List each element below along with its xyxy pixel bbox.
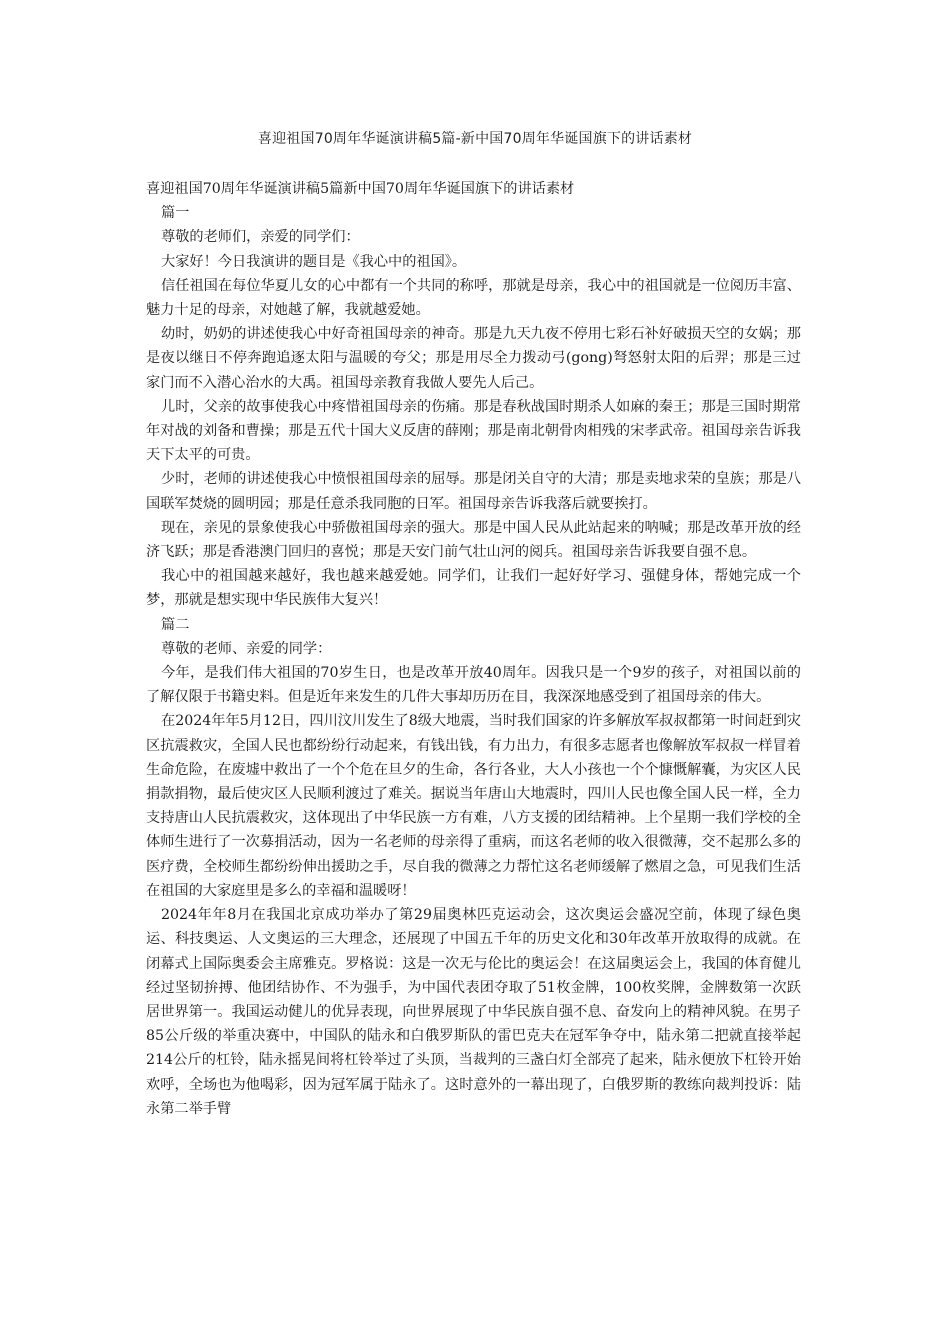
page-header-title: 喜迎祖国70周年华诞演讲稿5篇-新中国70周年华诞国旗下的讲话素材 — [257, 131, 693, 147]
paragraph: 在2024年年5月12日，四川汶川发生了8级大地震，当时我们国家的许多解放军叔叔都第一时间赶到灾区抗震救灾，全国人民也都纷纷行动起来，有钱出钱，有力出力，有很多志愿者也像解放军叔叔一样冒着生命危险，在废墟中救出了一个个危在旦夕的生命，各行各业，大人小孩也一个个慷慨解囊，为灾区人民捐款捐物，最后使灾区人民顺利渡过了难关。据说当年唐山大地震时，四川人民也像全国人民一样，全力支持唐山人民抗震救灾，这体现出了中华民族一方有难，八方支援的团结精神。上个星期一我们学校的全体师生进行了一次募捐活动，因为一名老师的母亲得了重病，而这名老师的收入很微薄，交不起那么多的医疗费，全校师生都纷纷伸出援助之手，尽自我的微薄之力帮忙这名老师缓解了燃眉之急，可见我们生活在祖国的大家庭里是多么的幸福和温暖呀！ — [146, 713, 801, 899]
paragraph: 少时，老师的讲述使我心中愤恨祖国母亲的屈辱。那是闭关自守的大清；那是卖地求荣的皇族；那是八国联军焚烧的圆明园；那是任意杀我同胞的日军。祖国母亲告诉我落后就要挨打。 — [146, 471, 801, 512]
document-title: 喜迎祖国70周年华诞演讲稿5篇新中国70周年华诞国旗下的讲话素材 — [146, 181, 575, 197]
paragraph: 尊敬的老师们，亲爱的同学们： — [161, 229, 360, 246]
paragraph: 尊敬的老师、亲爱的同学： — [161, 640, 332, 657]
paragraph: 儿时，父亲的故事使我心中疼惜祖国母亲的伤痛。那是春秋战国时期杀人如麻的秦王；那是三国时期常年对战的刘备和曹操；那是五代十国大义反唐的薛刚；那是南北朝骨肉相残的宋孝武帝。祖国母亲告诉我天下太平的可贵。 — [146, 398, 801, 464]
paragraph: 现在，亲见的景象使我心中骄傲祖国母亲的强大。那是中国人民从此站起来的呐喊；那是改革开放的经济飞跃；那是香港澳门回归的喜悦；那是天安门前气壮山河的阅兵。祖国母亲告诉我要自强不息。 — [146, 519, 801, 561]
section-heading: 篇一 — [161, 205, 190, 222]
section-heading: 篇二 — [161, 616, 190, 633]
paragraph: 信任祖国在每位华夏儿女的心中都有一个共同的称呼，那就是母亲，我心中的祖国就是一位阅历丰富、魅力十足的母亲，对她越了解，我就越爱她。 — [146, 277, 801, 319]
document-body — [146, 177, 801, 1121]
paragraph: 我心中的祖国越来越好，我也越来越爱她。同学们，让我们一起好好学习、强健身体，帮她完成一个梦，那就是想实现中华民族伟大复兴！ — [146, 568, 801, 609]
paragraph: 大家好！今日我演讲的题目是《我心中的祖国》。 — [161, 253, 467, 270]
paragraph: 今年，是我们伟大祖国的70岁生日，也是改革开放40周年。因我只是一个9岁的孩子，对祖国以前的了解仅限于书籍史料。但是近年来发生的几件大事却历历在目，我深深地感受到了祖国母亲的伟大。 — [146, 665, 801, 706]
paragraph: 幼时，奶奶的讲述使我心中好奇祖国母亲的神奇。那是九天九夜不停用七彩石补好破损天空的女娲；那是夜以继日不停奔跑追逐太阳与温暖的夸父；那是用尽全力拨动弓(gong)弩怒射太阳的后羿；那是三过家门而不入潜心治水的大禹。祖国母亲教育我做人要先人后己。 — [146, 326, 801, 391]
paragraph: 2024年年8月在我国北京成功举办了第29届奥林匹克运动会，这次奥运会盛况空前，体现了绿色奥运、科技奥运、人文奥运的三大理念，还展现了中国五千年的历史文化和30年改革开放取得的成就。在闭幕式上国际奥委会主席雅克。罗格说：这是一次无与伦比的奥运会！在这届奥运会上，我国的体育健儿经过坚韧拚搏、他团结协作、不为强手，为中国代表团夺取了51枚金牌，100枚奖牌，金牌数第一次跃居世界第一。我国运动健儿的优异表现，向世界展现了中华民族自强不息、奋发向上的精神风貌。在男子85公斤级的举重决赛中，中国队的陆永和白俄罗斯队的雷巴克夫在冠军争夺中，陆永第二把就直接举起214公斤的杠铃，陆永摇晃间将杠铃举过了头顶，当裁判的三盏白灯全部亮了起来，陆永便放下杠铃开始欢呼，全场也为他喝彩，因为冠军属于陆永了。这时意外的一幕出现了，白俄罗斯的教练向裁判投诉：陆永第二举手臂 — [146, 907, 801, 1117]
